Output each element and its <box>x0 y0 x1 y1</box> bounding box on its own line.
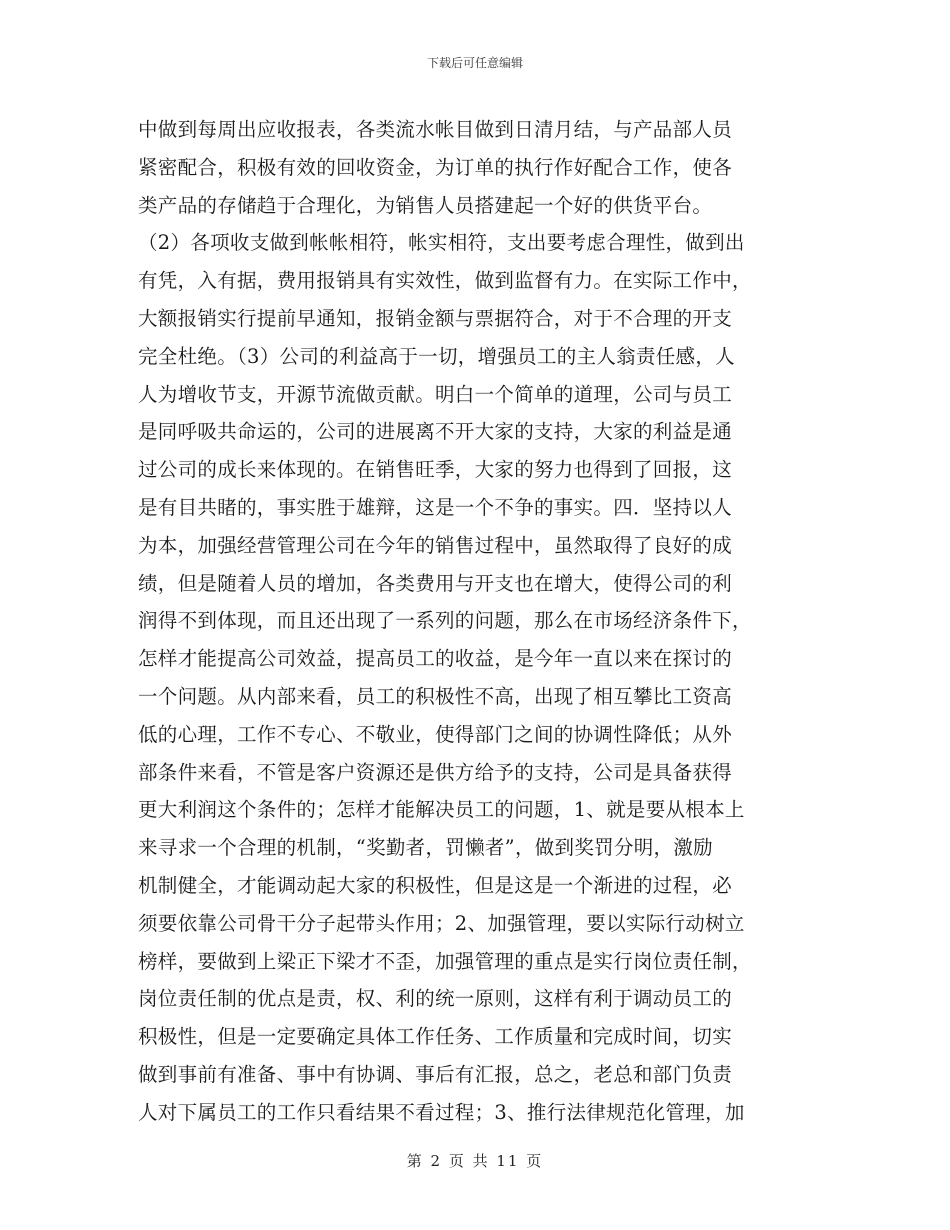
text-line: 机制健全，才能调动起大家的积极性，但是这是一个渐进的过程，必 <box>138 873 733 897</box>
text-line: 积极性，但是一定要确定具体工作任务、工作质量和完成时间，切实 <box>138 1025 733 1049</box>
text-line: 有凭，入有据，费用报销具有实效性，做到监督有力。在实际工作中， <box>138 269 752 293</box>
text-line: 一个问题。从内部来看，员工的积极性不高，出现了相互攀比工资高 <box>138 684 733 708</box>
text-line: 岗位责任制的优点是责，权、利的统一原则，这样有利于调动员工的 <box>138 987 733 1011</box>
text-line: 更大利润这个条件的；怎样才能解决员工的问题，1、就是要从根本上 <box>138 798 745 822</box>
text-line: 低的心理，工作不专心、不敬业，使得部门之间的协调性降低；从外 <box>138 722 733 746</box>
page-number: 第 2 页 共 11 页 <box>406 1152 544 1170</box>
text-line: 完全杜绝。（3）公司的利益高于一切，增强员工的主人翁责任感，人 <box>138 344 735 368</box>
text-line: 过公司的成长来体现的。在销售旺季，大家的努力也得到了回报，这 <box>138 458 733 482</box>
text-line: 来寻求一个合理的机制，“奖勤者，罚懒者”，做到奖罚分明，激励 <box>138 836 713 860</box>
text-line: 中做到每周出应收报表，各类流水帐目做到日清月结，与产品部人员 <box>138 118 733 141</box>
text-line: （2）各项收支做到帐帐相符，帐实相符，支出要考虑合理性，做到出 <box>138 231 745 255</box>
text-line: 是有目共睹的，事实胜于雄辩，这是一个不争的事实。四．坚持以人 <box>138 495 733 519</box>
text-line: 部条件来看，不管是客户资源还是供方给予的支持，公司是具备获得 <box>138 760 733 784</box>
text-line: 须要依靠公司骨干分子起带头作用；2、加强管理，要以实际行动树立 <box>138 911 745 935</box>
text-line: 怎样才能提高公司效益，提高员工的收益，是今年一直以来在探讨的 <box>138 647 733 671</box>
text-line: 紧密配合，积极有效的回收资金，为订单的执行作好配合工作，使各 <box>138 155 733 179</box>
text-line: 绩，但是随着人员的增加，各类费用与开支也在增大，使得公司的利 <box>138 571 733 595</box>
text-line: 人对下属员工的工作只看结果不看过程；3、推行法律规范化管理，加 <box>138 1100 745 1124</box>
page-header: 下载后可任意编辑 <box>426 56 523 70</box>
text-line: 人为增收节支，开源节流做贡献。明白一个简单的道理，公司与员工 <box>138 382 733 406</box>
text-line: 润得不到体现，而且还出现了一系列的问题，那么在市场经济条件下， <box>138 609 752 633</box>
text-line: 类产品的存储趋于合理化，为销售人员搭建起一个好的供货平台。 <box>138 193 713 217</box>
text-line: 是同呼吸共命运的，公司的进展离不开大家的支持，大家的利益是通 <box>138 420 733 444</box>
text-line: 为本，加强经营管理公司在今年的销售过程中，虽然取得了良好的成 <box>138 533 733 557</box>
document-body <box>138 111 814 1132</box>
text-line: 做到事前有准备、事中有协调、事后有汇报，总之，老总和部门负责 <box>138 1062 733 1086</box>
text-line: 榜样，要做到上梁正下梁才不歪，加强管理的重点是实行岗位责任制， <box>138 949 752 973</box>
text-line: 大额报销实行提前早通知，报销金额与票据符合，对于不合理的开支 <box>138 306 733 330</box>
